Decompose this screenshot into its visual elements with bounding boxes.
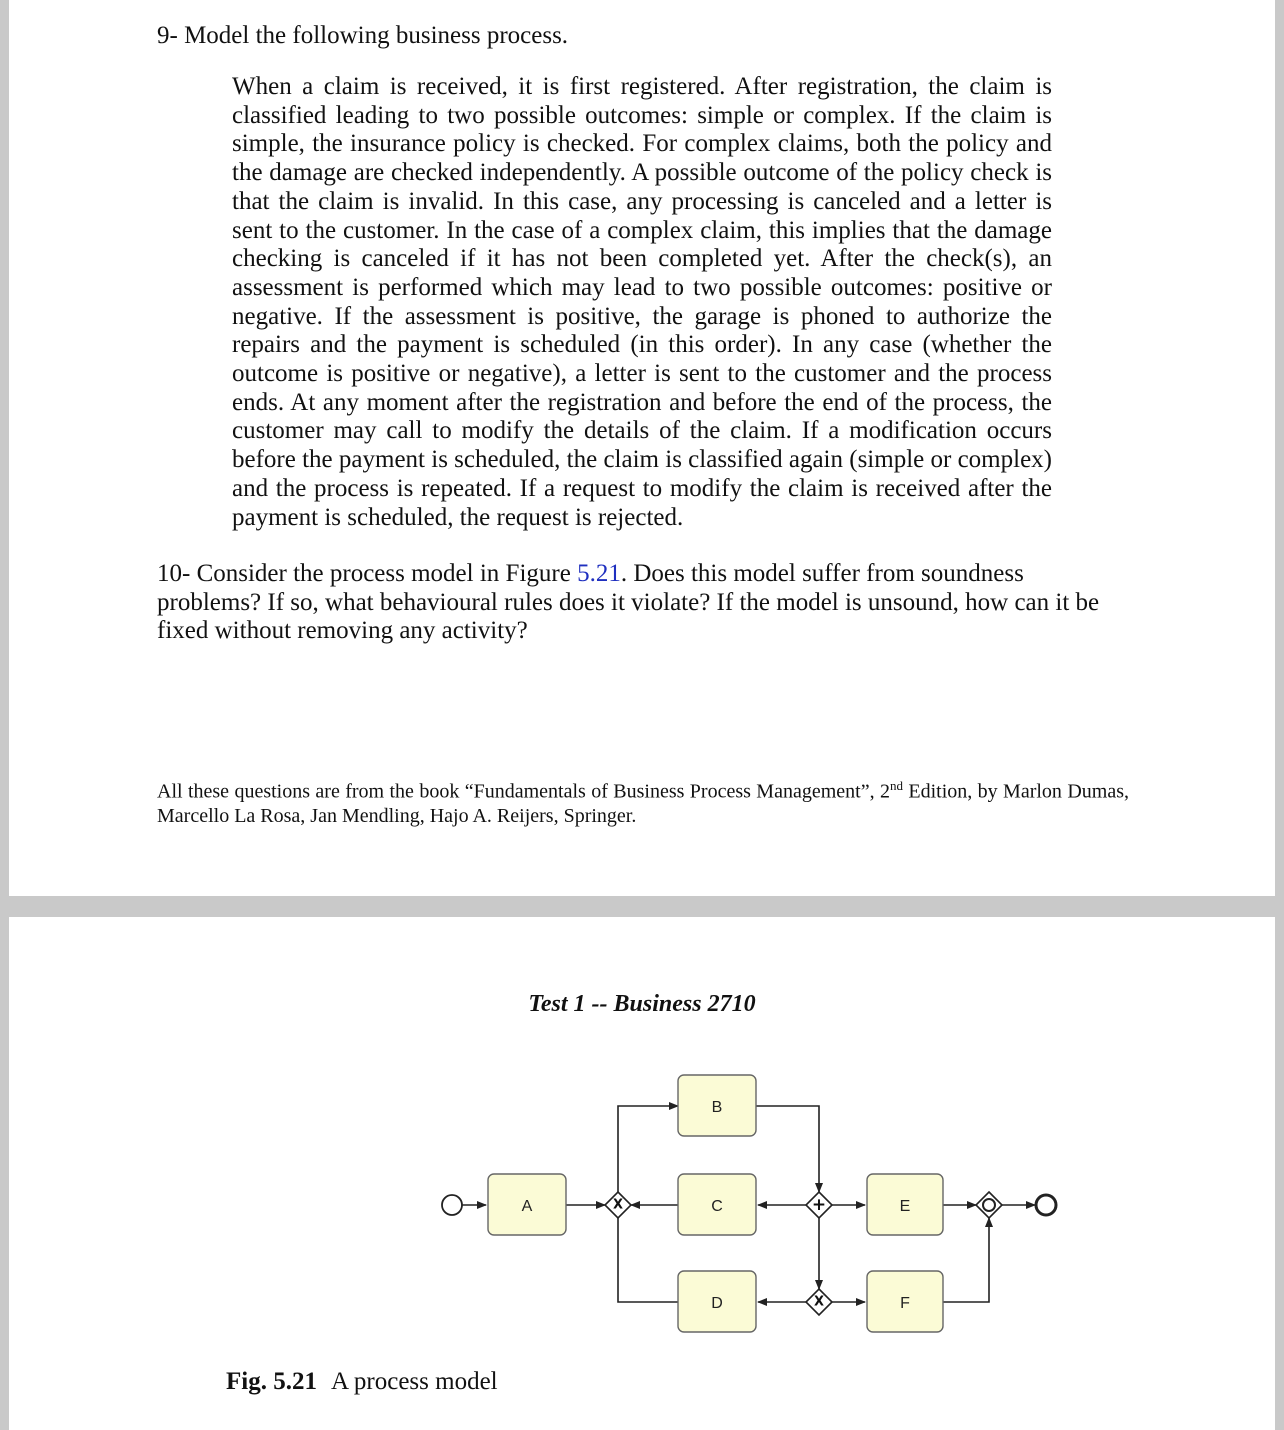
task-c-label: C: [711, 1198, 723, 1215]
start-event: [442, 1195, 462, 1215]
document-page-1: [9, 0, 1275, 896]
flow-xor1-b: [618, 1106, 678, 1193]
figure-caption: [226, 1368, 498, 1396]
document-page-2: [9, 917, 1275, 1430]
figure-caption-text: A process model: [330, 1368, 498, 1395]
process-model-diagram: [9, 917, 1275, 1430]
task-b-label: B: [711, 1099, 723, 1116]
question-9-body: When a claim is received, it is first registered. After registration, the claim is classified leading to two possible outcomes: simple or complex. If the claim is simple, the insurance policy is checked. For complex claims, both the policy and the damage are checked independently. A possible outcome of the policy check is that the claim is invalid. In this case, any processing is canceled and a letter is sent to the customer. In the case of a complex claim, this implies that the damage checking is canceled if it has not been completed yet. After the check(s), an assessment is performed which may lead to two possible outcomes: positive or negative. If the assessment is positive, the garage is phoned to authorize the repairs and the payment is scheduled (in this order). In any case (whether the outcome is positive or negative), a letter is sent to the customer and the process ends. At any moment after the registration and before the end of the process, the customer may call to modify the details of the claim. If a modification occurs before the payment is scheduled, the claim is classified again (simple or complex) and the process is repeated. If a request to modify the claim is received after the payment is scheduled, the request is rejected.: [232, 73, 1052, 531]
test-title: Test 1 -- Business 2710: [528, 991, 756, 1017]
task-a-label: A: [521, 1198, 533, 1215]
task-d-label: D: [711, 1295, 723, 1312]
source-note: [157, 774, 1129, 828]
question-10: [157, 560, 1127, 646]
xor-gateway-split-marker: X: [612, 1197, 624, 1213]
question-9-title: 9- Model the following business process.: [157, 22, 569, 49]
flow-f-or: [943, 1218, 989, 1302]
flow-xor1-d: [618, 1218, 678, 1302]
source-note-end: Edition, by Marlon Dumas, Marcello La Rosa, Jan Mendling, Hajo A. Reijers, Springer.: [157, 780, 1129, 827]
or-gateway-join: [976, 1192, 1002, 1218]
end-event: [1036, 1195, 1056, 1215]
xor-gateway-lower-marker: X: [813, 1294, 825, 1310]
task-f-label: F: [900, 1295, 910, 1312]
source-note-start: All these questions are from the book “Fundamentals of Business Process Management”, 2: [157, 780, 890, 803]
figure-label: Fig. 5.21: [226, 1368, 317, 1395]
task-e-label: E: [899, 1198, 911, 1215]
question-10-text-end: . Does this model suffer from soundness problems? If so, what behavioural rules does it violate? If the model is unsound, how can it be fixed without removing any activity?: [157, 560, 1100, 645]
source-note-superscript: nd: [889, 778, 903, 793]
and-gateway-marker: +: [811, 1195, 827, 1215]
question-10-text-start: 10- Consider the process model in Figure: [157, 560, 578, 587]
flow-b-and1: [756, 1106, 819, 1192]
figure-reference-link[interactable]: 5.21: [577, 560, 621, 587]
